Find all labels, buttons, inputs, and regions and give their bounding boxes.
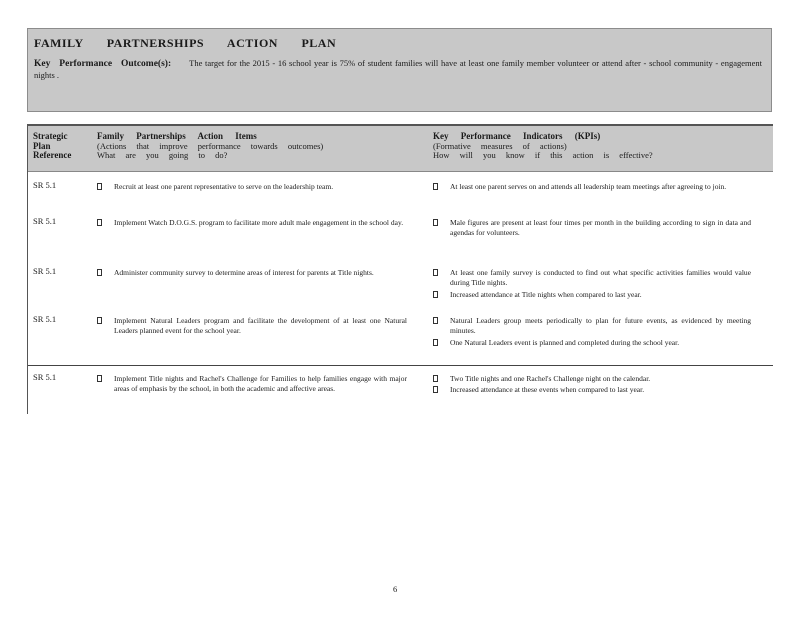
bullet-box-icon: [97, 219, 102, 226]
col-header-reference: Strategic Plan Reference: [33, 131, 72, 160]
row-reference: SR 5.1: [33, 372, 57, 382]
col-header-actions: Family Partnerships Action Items (Actions that improve performance towards outcomes) What are you going to do?: [97, 131, 324, 160]
action-plan-table: [27, 124, 773, 414]
action-item: Recruit at least one parent representative to serve on the leadership team.: [97, 182, 407, 192]
bullet-box-icon: [97, 183, 102, 190]
row-reference: SR 5.1: [33, 180, 57, 190]
row-reference: SR 5.1: [33, 314, 57, 324]
bullet-box-icon: [433, 375, 438, 382]
col-header-kpis: Key Performance Indicators (KPIs) (Formative measures of actions) How will you know if this action is effective?: [433, 131, 653, 160]
bullet-box-icon: [97, 375, 102, 382]
kpi-item: Natural Leaders group meets periodically to plan for future events, as evidenced by meeting minutes.: [433, 316, 751, 336]
kpi-item: Male figures are present at least four times per month in the building according to sign in data and agendas for volunteers.: [433, 218, 751, 238]
kpi-item: One Natural Leaders event is planned and completed during the school year.: [433, 338, 751, 348]
row-divider: [28, 365, 773, 366]
kpo-text: The target for the 2015 - 16 school year is 75% of student families will have at least one family member volunteer or attend after - school community - engagement nights .: [34, 58, 762, 80]
bullet-box-icon: [433, 339, 438, 346]
action-item: Implement Natural Leaders program and facilitate the development of at least one Natural Leaders planned event for the school year.: [97, 316, 407, 336]
action-item: Implement Title nights and Rachel's Challenge for Families to help families engage with major areas of emphasis by the school, in both the academic and affective areas.: [97, 374, 407, 394]
bullet-box-icon: [433, 386, 438, 393]
kpi-item: Two Title nights and one Rachel's Challenge night on the calendar.: [433, 374, 751, 384]
kpi-item: At least one parent serves on and attends all leadership team meetings after agreeing to join.: [433, 182, 751, 192]
plan-header: [27, 28, 772, 112]
kpi-item: At least one family survey is conducted to find out what specific activities families would value during Title nights.: [433, 268, 751, 288]
bullet-box-icon: [433, 317, 438, 324]
action-item: Implement Watch D.O.G.S. program to facilitate more adult male engagement in the school day.: [97, 218, 407, 228]
page-title: FAMILY PARTNERSHIPS ACTION PLAN: [34, 36, 337, 50]
table-header: [28, 126, 773, 172]
bullet-box-icon: [433, 291, 438, 298]
action-item: Administer community survey to determine areas of interest for parents at Title nights.: [97, 268, 407, 278]
bullet-box-icon: [97, 317, 102, 324]
kpi-item: Increased attendance at Title nights when compared to last year.: [433, 290, 751, 300]
bullet-box-icon: [97, 269, 102, 276]
bullet-box-icon: [433, 269, 438, 276]
bullet-box-icon: [433, 219, 438, 226]
bullet-box-icon: [433, 183, 438, 190]
page-number: 6: [393, 584, 398, 594]
key-performance-outcome: [34, 58, 762, 81]
kpi-item: Increased attendance at these events when compared to last year.: [433, 385, 751, 395]
row-reference: SR 5.1: [33, 266, 57, 276]
kpo-label: Key Performance Outcome(s):: [34, 59, 172, 69]
row-reference: SR 5.1: [33, 216, 57, 226]
